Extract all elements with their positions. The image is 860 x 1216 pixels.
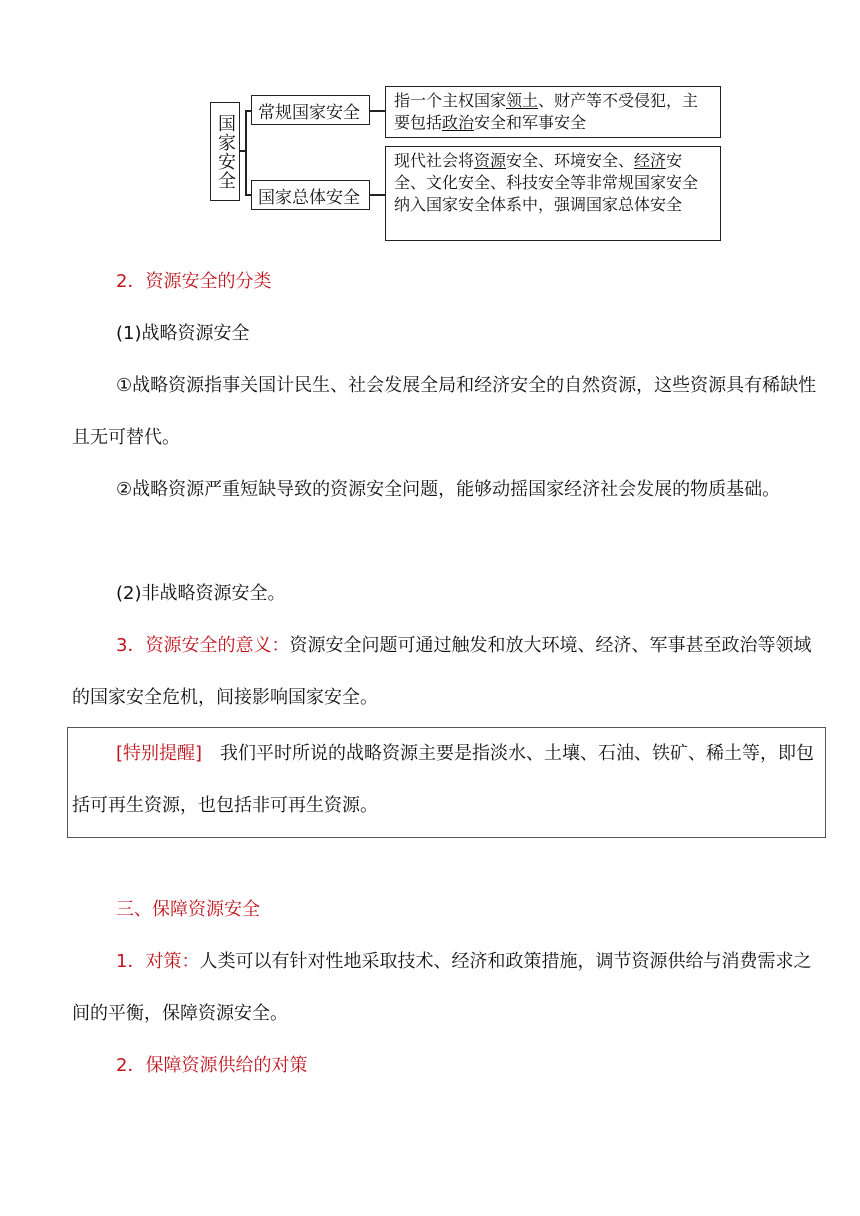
connector-desc-1 [370,110,385,112]
desc1-text-b: 、财产等不受侵犯，主要包括 [394,91,699,132]
special-reminder-box [67,727,826,838]
part-heading-ensure-security: 三、保障资源安全 [116,899,260,920]
desc2-text-b: 安全、环境安全、 [506,151,635,170]
desc1-underline-politics: 政治 [442,113,475,132]
countermeasures-label: 1．对策： [116,951,200,972]
desc-conventional-security [385,86,721,138]
desc1-text-a: 指一个主权国家 [394,91,507,110]
desc-overall-security [385,146,721,241]
subheading-non-strategic: (2)非战略资源安全。 [116,583,286,604]
section-heading-classification: 2．资源安全的分类 [116,271,272,292]
desc2-text-a: 现代社会将 [394,151,475,170]
connector-desc-2 [370,194,385,196]
desc2-underline-resource: 资源 [474,151,507,170]
branch-overall-security [251,180,370,210]
subheading-strategic: (1)战略资源安全 [116,323,250,344]
branch-conventional-security [251,95,370,125]
paragraph-significance [72,620,827,724]
reminder-text: 我们平时所说的战略资源主要是指淡水、土壤、石油、铁矿、稀土等，即包括可再生资源，也包括非可再生资源。 [72,743,815,816]
desc2-underline-economy: 经济 [634,151,667,170]
significance-text: 资源安全问题可通过触发和放大环境、经济、军事甚至政治等领域的国家安全危机，间接影响国家安全。 [72,635,812,708]
subheading-supply-measures: 2．保障资源供给的对策 [116,1055,308,1076]
national-security-diagram [0,0,860,250]
diagram-root-box [210,102,240,201]
significance-label: 3．资源安全的意义： [116,635,290,656]
reminder-tag: [特别提醒] [116,743,203,764]
desc1-text-c: 安全和军事安全 [474,113,587,132]
countermeasures-text: 人类可以有针对性地采取技术、经济和政策措施，调节资源供给与消费需求之间的平衡，保障资源安全。 [72,951,812,1024]
diagram-root-label: 国家安全 [215,113,236,190]
desc1-underline-territory: 领土 [506,91,539,110]
paragraph-strategic-definition: ①战略资源指事关国计民生、社会发展全局和经济安全的自然资源，这些资源具有稀缺性且无可替代。 [72,375,817,448]
desc2-text-c: 安全、文化安全、科技安全等非常规国家安全纳入国家安全体系中，强调国家总体安全 [394,151,699,214]
paragraph-strategic-shortage: ②战略资源严重短缺导致的资源安全问题，能够动摇国家经济社会发展的物质基础。 [116,479,781,500]
paragraph-countermeasures [72,936,827,1040]
connector-trunk [245,110,247,195]
branch-conventional-label: 常规国家安全 [258,102,360,123]
branch-overall-label: 国家总体安全 [258,187,360,208]
